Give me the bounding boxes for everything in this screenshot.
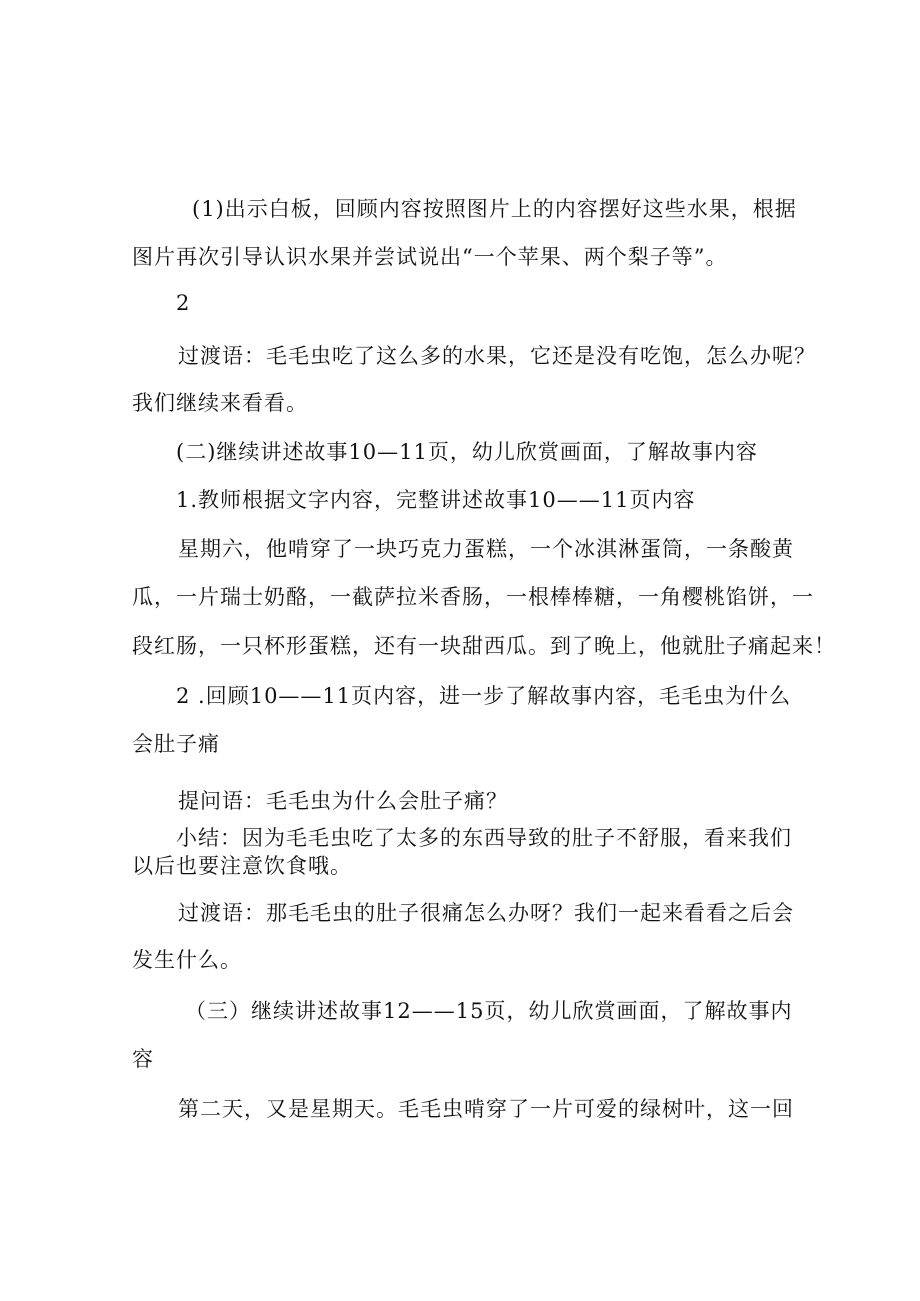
text-line: (二)继续讲述故事10—11页，幼儿欣赏画面，了解故事内容 [176, 440, 758, 464]
text-line: 图片再次引导认识水果并尝试说出“一个苹果、两个梨子等”。 [132, 245, 728, 269]
text-line: 2 .回顾10——11页内容，进一步了解故事内容，毛毛虫为什么 [176, 684, 792, 708]
text-line: 2 [176, 291, 191, 315]
text-line: 瓜，一片瑞士奶酪，一截萨拉米香肠，一根棒棒糖，一角樱桃馅饼，一 [132, 585, 814, 609]
text-line: （三）继续讲述故事12——15页，幼儿欣赏画面，了解故事内 [185, 999, 793, 1023]
text-line: 我们继续来看看。 [132, 391, 308, 415]
text-line: 过渡语：毛毛虫吃了这么多的水果，它还是没有吃饱，怎么办呢？ [178, 344, 816, 368]
text-line: 发生什么。 [132, 948, 242, 972]
text-line: 会肚子痛 [132, 732, 220, 756]
text-line: (1)出示白板，回顾内容按照图片上的内容摆好这些水果，根据 [192, 197, 797, 221]
text-line: 星期六，他啃穿了一块巧克力蛋糕，一个冰淇淋蛋筒，一条酸黄 [178, 537, 794, 561]
text-line: 提问语：毛毛虫为什么会肚子痛？ [178, 789, 508, 813]
text-line: 过渡语：那毛毛虫的肚子很痛怎么办呀？我们一起来看看之后会 [178, 901, 794, 925]
text-line: 容 [132, 1047, 154, 1071]
text-line: 第二天，又是星期天。毛毛虫啃穿了一片可爱的绿树叶，这一回 [178, 1097, 794, 1121]
text-line: 段红肠，一只杯形蛋糕，还有一块甜西瓜。到了晚上，他就肚子痛起来！ [132, 634, 836, 658]
text-line: 1.教师根据文字内容，完整讲述故事10——11页内容 [176, 488, 696, 512]
text-line: 小结：因为毛毛虫吃了太多的东西导致的肚子不舒服，看来我们 [176, 826, 792, 850]
text-line: 以后也要注意饮食哦。 [132, 854, 352, 878]
